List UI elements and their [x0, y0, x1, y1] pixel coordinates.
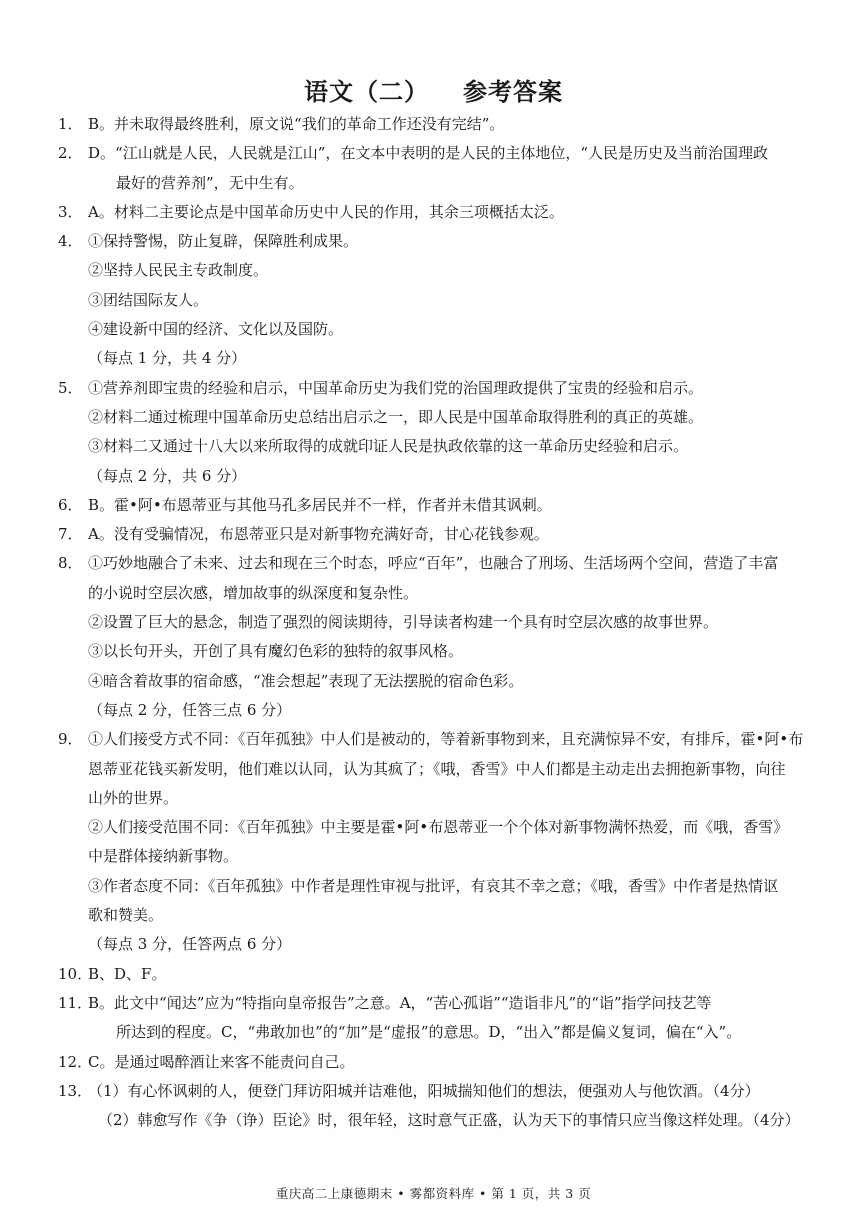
answer-text: （每点 3 分，任答两点 6 分）: [88, 935, 292, 954]
question-number: 9．: [58, 730, 83, 749]
question-number: 7．: [58, 525, 83, 544]
answer-text: ④建设新中国的经济、文化以及国防。: [88, 320, 344, 339]
answer-line: [58, 696, 818, 725]
question-number: 2．: [58, 144, 83, 163]
answer-line: [58, 432, 818, 461]
answer-text: （1）有心怀讽刺的人，便登门拜访阳城并诘难他，阳城揣知他们的想法，便强劝人与他饮酒。（4分）: [88, 1081, 760, 1100]
answer-text: B。并未取得最终胜利，原文说“我们的革命工作还没有完结”。: [88, 115, 505, 133]
answer-text: ②人们接受范围不同：《百年孤独》中主要是霍•阿•布恩蒂亚一个个体对新事物满怀热爱，而《哦，香雪》: [88, 818, 789, 837]
answer-line: [58, 960, 818, 989]
answer-text: B、D、F。: [88, 964, 167, 983]
answer-text: ③材料二又通过十八大以来所取得的成就印证人民是执政依靠的这一革命历史经验和启示。: [88, 437, 689, 456]
answer-text: 山外的世界。: [88, 788, 179, 807]
answer-text: 最好的营养剂”，无中生有。: [116, 173, 304, 192]
title-main: 语文（二）: [304, 78, 429, 106]
answer-text: ②设置了巨大的悬念，制造了强烈的阅读期待，引导读者构建一个具有时空层次感的故事世界。: [88, 613, 719, 632]
answer-text: ③作者态度不同：《百年孤独》中作者是理性审视与批评，有哀其不幸之意；《哦，香雪》中作者是热情讴: [88, 876, 779, 895]
answer-line: [58, 930, 818, 959]
answer-text: ④暗含着故事的宿命感，“准会想起”表现了无法摆脱的宿命色彩。: [88, 671, 524, 690]
answer-text: B。霍•阿•布恩蒂亚与其他马孔多居民并不一样，作者并未借其讽刺。: [88, 495, 552, 514]
question-number: 4．: [58, 232, 83, 251]
answer-line: [58, 813, 818, 842]
answer-text: B。此文中“闻达”应为“特指向皇帝报告”之意。A，“苦心孤诣”“造诣非凡”的“诣”指学问技艺等: [88, 993, 712, 1012]
answer-line: [58, 667, 818, 696]
answer-text: 所达到的程度。C，“弗敢加也”的“加”是“虚报”的意思。D，“出入”都是偏义复词，偏在“入”。: [116, 1023, 742, 1042]
answer-line: [58, 315, 818, 344]
answer-list: [58, 110, 818, 1135]
answer-line: [58, 989, 818, 1018]
answer-text: （每点 2 分，共 6 分）: [88, 466, 247, 485]
answer-text: ②坚持人民民主专政制度。: [88, 261, 269, 280]
answer-text: （2）韩愈写作《争（诤）臣论》时，很年轻，这时意气正盛，认为天下的事情只应当像这样处理。（4分）: [98, 1111, 800, 1130]
question-number: 5．: [58, 378, 83, 397]
page-title: [0, 72, 867, 107]
answer-text: D。“江山就是人民，人民就是江山”，在文本中表明的是人民的主体地位，“人民是历史及当前治国理政: [88, 144, 769, 163]
question-number: 8．: [58, 554, 83, 573]
answer-line: [58, 462, 818, 491]
answer-line: [58, 1106, 818, 1135]
answer-text: 中是群体接纳新事物。: [88, 847, 239, 866]
answer-text: A。没有受骗情况，布恩蒂亚只是对新事物充满好奇，甘心花钱参观。: [88, 525, 549, 544]
answer-line: [58, 139, 818, 168]
answer-line: [58, 901, 818, 930]
answer-line: [58, 491, 818, 520]
answer-text: （每点 1 分，共 4 分）: [88, 349, 247, 368]
question-number: 6．: [58, 495, 83, 514]
answer-line: [58, 198, 818, 227]
answer-text: 恩蒂亚花钱买新发明，他们难以认同，认为其疯了；《哦，香雪》中人们都是主动走出去拥抱新事物，向往: [88, 759, 786, 778]
answer-text: A。材料二主要论点是中国革命历史中人民的作用，其余三项概括太泛。: [88, 202, 564, 221]
answer-line: [58, 637, 818, 666]
question-number: 12．: [58, 1052, 93, 1071]
answer-text: 歌和赞美。: [88, 906, 164, 925]
answer-line: [58, 227, 818, 256]
answer-line: [58, 110, 818, 139]
answer-line: [58, 842, 818, 871]
answer-text: ③以长句开头，开创了具有魔幻色彩的独特的叙事风格。: [88, 642, 464, 661]
answer-text: （每点 2 分，任答三点 6 分）: [88, 700, 292, 719]
answer-line: [58, 1077, 818, 1106]
question-number: 1．: [58, 115, 83, 133]
answer-line: [58, 520, 818, 549]
answer-text: ③团结国际友人。: [88, 290, 209, 309]
answer-text: 的小说时空层次感，增加故事的纵深度和复杂性。: [88, 583, 419, 602]
answer-line: [58, 403, 818, 432]
answer-text: C。是通过喝醉酒让来客不能责问自己。: [88, 1052, 355, 1071]
question-number: 13．: [58, 1081, 93, 1100]
answer-line: [58, 169, 818, 198]
page-footer: 重庆高二上康德期末 • 雾都资料库 • 第 1 页，共 3 页: [275, 1186, 592, 1201]
answer-text: ①营养剂即宝贵的经验和启示，中国革命历史为我们党的治国理政提供了宝贵的经验和启示。: [88, 378, 704, 397]
answer-line: [58, 1018, 818, 1047]
question-number: 10．: [58, 964, 93, 983]
answer-text: ②材料二通过梳理中国革命历史总结出启示之一，即人民是中国革命取得胜利的真正的英雄。: [88, 407, 704, 426]
answer-line: [58, 725, 818, 754]
answer-line: [58, 872, 818, 901]
question-number: 11．: [58, 993, 93, 1012]
answer-text: ①巧妙地融合了未来、过去和现在三个时态，呼应“百年”，也融合了刑场、生活场两个空间，营造了丰富: [88, 554, 779, 573]
answer-line: [58, 755, 818, 784]
answer-line: [58, 549, 818, 578]
answer-line: [58, 256, 818, 285]
answer-line: [58, 784, 818, 813]
answer-line: [58, 1048, 818, 1077]
answer-line: [58, 374, 818, 403]
answer-text: ①人们接受方式不同：《百年孤独》中人们是被动的，等着新事物到来，且充满惊异不安，有排斥，霍•阿•布: [88, 730, 804, 749]
answer-line: [58, 579, 818, 608]
answer-line: [58, 286, 818, 315]
answer-line: [58, 608, 818, 637]
answer-text: ①保持警惕，防止复辟，保障胜利成果。: [88, 232, 359, 251]
question-number: 3．: [58, 202, 83, 221]
answer-line: [58, 344, 818, 373]
title-sub: 参考答案: [463, 78, 563, 106]
